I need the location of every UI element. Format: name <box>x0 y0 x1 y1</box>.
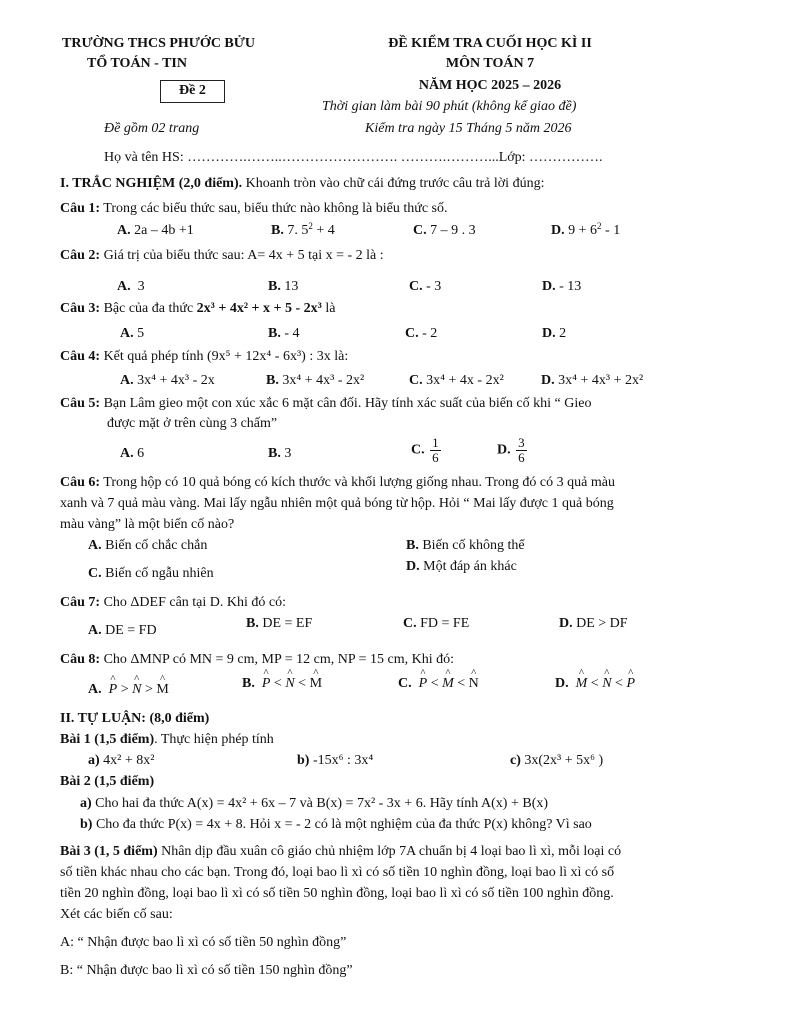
question-text: Cho ΔMNP có MN = 9 cm, MP = 12 cm, NP = 15 cm, Khi đó: <box>100 652 454 667</box>
school-name: TRƯỜNG THCS PHƯỚC BỬU <box>62 36 256 51</box>
option-c: C. 7 – 9 . 3 <box>413 223 476 238</box>
part1-instruction: Khoanh tròn vào chữ cái đứng trước câu trả lời đúng: <box>242 176 545 191</box>
event-a: A: “ Nhận được bao lì xì có số tiền 50 nghìn đồng” <box>60 935 347 950</box>
exercise-1-b: b) -15x⁶ : 3x⁴ <box>297 753 374 768</box>
exercise-1-c: c) 3x(2x³ + 5x⁶ ) <box>510 753 604 768</box>
option-c: C. ^ P < ^ M < ^ N <box>398 675 479 693</box>
exam-code: Đề 2 <box>179 83 206 98</box>
option-c: C. 3x⁴ + 4x - 2x² <box>409 373 504 388</box>
option-b: B. ^ P < ^ N < ^ M <box>242 675 322 693</box>
option-a: A. Biến cố chắc chắn <box>88 538 208 553</box>
question-text: Trong hộp có 10 quả bóng có kích thước và khối lượng giống nhau. Trong đó có 3 quả màu <box>100 475 615 490</box>
option-d: D. 3x⁴ + 4x³ + 2x² <box>541 373 644 388</box>
option-b: B. 7. $5^2 + 4$ <box>271 221 335 238</box>
question-6-line2: xanh và 7 quả màu vàng. Mai lấy ngẫu nhiên một quả bóng từ hộp. Hỏi “ Mai lấy được 1 quả bóng <box>60 496 614 511</box>
student-info-line: Họ và tên HS: ………….……..……………………. ……….………...Lớp: ……………. <box>104 150 603 165</box>
exercise-label: Bài 3 (1, 5 điểm) <box>60 844 158 859</box>
exercise-2-b: b) Cho đa thức P(x) = 4x + 8. Hỏi x = - 2 có là một nghiệm của đa thức P(x) không? Vì sao <box>80 817 592 832</box>
question-label: Câu 4: <box>60 349 101 364</box>
option-b: B. DE = EF <box>246 616 313 631</box>
school-year: NĂM HỌC 2025 – 2026 <box>418 78 562 93</box>
option-b: B. - 4 <box>268 326 300 341</box>
exam-date: Kiểm tra ngày 15 Tháng 5 năm 2026 <box>365 121 572 136</box>
part1-heading <box>60 175 544 193</box>
exercise-3: Bài 3 (1, 5 điểm) Nhân dịp đầu xuân cô giáo chủ nhiệm lớp 7A chuẩn bị 4 loại bao lì xì, mỗi loại có <box>60 844 622 859</box>
option-d: D. DE > DF <box>559 616 628 631</box>
option-d: D. $\frac{3}{6}$ <box>497 435 525 465</box>
question-text: Giá trị của biểu thức sau: A= 4x + 5 tại x = - 2 là : <box>100 248 384 263</box>
question-label: Câu 2: <box>60 248 101 263</box>
exercise-3-line3: tiền 20 nghìn đồng, loại bao lì xì có số tiền 50 nghìn đồng, loại bao lì xì có số tiền 100 nghìn đồng. <box>60 886 614 901</box>
option-c: C. Biến cố ngẫu nhiên <box>88 566 214 581</box>
option-a: A. 3 <box>117 279 145 294</box>
option-a: A. ^ P > ^ N > ^ M <box>88 681 169 699</box>
option-c: C. $\frac{1}{6}$ <box>411 435 439 465</box>
exam-time: Thời gian làm bài 90 phút (không kể giao đề) <box>322 99 577 114</box>
polynomial: 2x³ + 4x² + x + 5 - 2x³ <box>196 301 322 316</box>
option-c: C. FD = FE <box>403 616 470 631</box>
option-c: C. - 3 <box>409 279 442 294</box>
exercise-2-label: Bài 2 (1,5 điểm) <box>60 774 155 789</box>
option-d: D. $9 + 6^2 - 1$ <box>551 221 621 238</box>
exercise-label: Bài 1 (1,5 điểm) <box>60 732 155 747</box>
question-2 <box>60 247 384 265</box>
option-a: A. DE = FD <box>88 623 157 638</box>
option-b: B. 3x⁴ + 4x³ - 2x² <box>266 373 365 388</box>
question-label: Câu 6: <box>60 475 101 490</box>
option-b: B. Biến cố không thể <box>406 538 525 553</box>
exercise-2-a: a) Cho hai đa thức A(x) = 4x² + 6x – 7 và B(x) = 7x² - 3x + 6. Hãy tính A(x) + B(x) <box>80 796 549 811</box>
question-text: Trong các biểu thức sau, biểu thức nào không là biểu thức số. <box>100 201 448 216</box>
fraction: $\frac{1}{6}$ <box>432 435 439 465</box>
question-label: Câu 5: <box>60 396 101 411</box>
exam-code-box <box>160 80 225 103</box>
option-d: D. Một đáp án khác <box>406 559 517 574</box>
exam-subject: MÔN TOÁN 7 <box>445 56 535 71</box>
question-8 <box>60 651 454 669</box>
department-name: TỔ TOÁN - TIN <box>87 56 187 71</box>
question-text: Cho ΔDEF cân tại D. Khi đó có: <box>100 595 286 610</box>
part2-title: II. TỰ LUẬN: (8,0 điểm) <box>60 711 210 726</box>
page-count: Đề gồm 02 trang <box>104 121 200 136</box>
event-b: B: “ Nhận được bao lì xì có số tiền 150 nghìn đồng” <box>60 963 353 978</box>
part1-title: I. TRẮC NGHIỆM (2,0 điểm). <box>60 176 243 191</box>
question-6 <box>60 474 615 492</box>
exercise-3-line2: số tiền khác nhau cho các bạn. Trong đó, loại bao lì xì có số tiền 10 nghìn đồng, loại bao lì xì có số <box>60 865 615 880</box>
question-4 <box>60 348 348 366</box>
question-5-line2: được mặt ở trên cùng 3 chấm” <box>107 416 278 431</box>
exam-title: ĐỀ KIỂM TRA CUỐI HỌC KÌ II <box>388 36 592 51</box>
question-text: Kết quả phép tính (9x⁵ + 12x⁴ - 6x³) : 3x là: <box>100 349 349 364</box>
option-a: A. 2a – 4b +1 <box>117 223 194 238</box>
option-a: A. 3x⁴ + 4x³ - 2x <box>120 373 215 388</box>
option-a: A. 5 <box>120 326 145 341</box>
option-d: D. ^ M < ^ N < ^ P <box>555 675 635 693</box>
question-label: Câu 8: <box>60 652 101 667</box>
question-7 <box>60 594 286 612</box>
question-6-line3: màu vàng” là một biến cố nào? <box>60 517 235 532</box>
exercise-3-line4: Xét các biến cố sau: <box>60 907 173 922</box>
option-d: D. 2 <box>542 326 567 341</box>
question-1 <box>60 200 448 218</box>
option-a: A. 6 <box>120 446 145 461</box>
fraction: $\frac{3}{6}$ <box>518 435 525 465</box>
question-label: Câu 7: <box>60 595 101 610</box>
exercise-1-a: a) 4x² + 8x² <box>88 753 155 768</box>
exercise-1: Bài 1 (1,5 điểm). Thực hiện phép tính <box>60 732 274 747</box>
option-b: B. 13 <box>268 279 299 294</box>
option-b: B. 3 <box>268 446 292 461</box>
question-label: Câu 1: <box>60 201 101 216</box>
option-c: C. - 2 <box>405 326 438 341</box>
question-label: Câu 3: <box>60 301 101 316</box>
question-5 <box>60 395 591 413</box>
question-text: Bạn Lâm gieo một con xúc xắc 6 mặt cân đối. Hãy tính xác suất của biến cố khi “ Gieo <box>100 396 592 411</box>
option-d: D. - 13 <box>542 279 582 294</box>
question-3: Câu 3: Bậc của đa thức 2x³ + 4x² + x + 5 - 2x³ là <box>60 301 336 316</box>
